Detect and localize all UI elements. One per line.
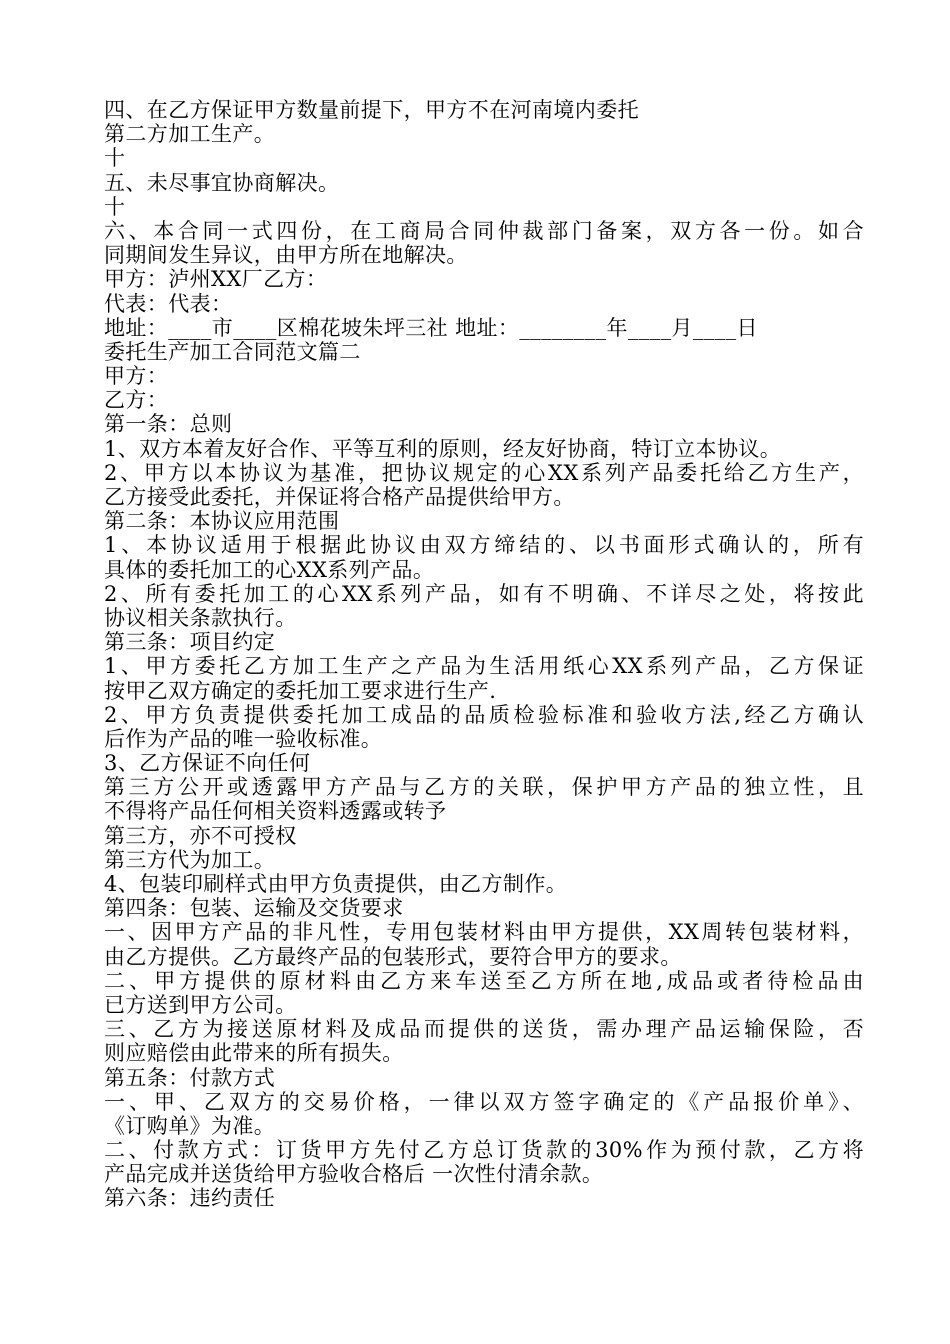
- document-line: 第二方加工生产。: [104, 122, 276, 147]
- document-line: 第六条：违约责任: [104, 1186, 276, 1211]
- document-line: 第三方，亦不可授权: [104, 823, 297, 848]
- document-line: 第二条：本协议应用范围: [104, 509, 340, 534]
- document-line: 第五条：付款方式: [104, 1065, 276, 1090]
- document-line: 1、双方本着友好合作、平等互利的原则，经友好协商，特订立本协议。: [104, 436, 782, 461]
- document-line: 十: [104, 146, 126, 171]
- document-line: 按甲乙双方确定的委托加工要求进行生产.: [104, 678, 497, 703]
- document-line: 具体的委托加工的心XX系列产品。: [104, 557, 435, 582]
- document-line: 第三条：项目约定: [104, 630, 276, 655]
- document-line: 第三方代为加工。: [104, 847, 276, 872]
- document-line: 代表：代表：: [104, 291, 233, 316]
- document-line: 乙方接受此委托，并保证将合格产品提供给甲方。: [104, 485, 575, 509]
- document-line: 《订购单》为准。: [104, 1113, 276, 1138]
- document-line: 后作为产品的唯一验收标准。: [104, 726, 383, 751]
- document-line: 二、甲方提供的原材料由乙方来车送至乙方所在地,成品或者待检品由: [104, 968, 864, 993]
- document-line: 一、甲、乙双方的交易价格，一律以双方签字确定的《产品报价单》、: [104, 1089, 864, 1114]
- document-line: 第四条：包装、运输及交货要求: [104, 896, 404, 921]
- document-line: 由乙方提供。乙方最终产品的包装形式，要符合甲方的要求。: [104, 944, 682, 969]
- document-line: 地址：____市____区棉花坡朱坪三社 地址：________年____月____日: [104, 315, 758, 340]
- document-line: 第三方公开或透露甲方产品与乙方的关联，保护甲方产品的独立性，且: [104, 775, 864, 800]
- document-line: 二、付款方式：订货甲方先付乙方总订货款的30%作为预付款，乙方将: [104, 1138, 864, 1163]
- document-line: 六、本合同一式四份，在工商局合同仲裁部门备案，双方各一份。如合: [104, 218, 864, 243]
- document-line: 同期间发生异议，由甲方所在地解决。: [104, 243, 468, 268]
- document-line: 2、甲方负责提供委托加工成品的品质检验标准和验收方法,经乙方确认: [104, 702, 864, 727]
- contract-document: [104, 98, 864, 1211]
- document-line: 2、甲方以本协议为基准，把协议规定的心XX系列产品委托给乙方生产，: [104, 460, 864, 485]
- document-line: 1、甲方委托乙方加工生产之产品为生活用纸心XX系列产品，乙方保证: [104, 654, 864, 679]
- document-line: 3、乙方保证不向任何: [104, 751, 311, 776]
- document-line: 协议相关条款执行。: [104, 605, 297, 630]
- document-line: 甲方：泸州XX厂乙方：: [104, 267, 328, 292]
- document-line: 则应赔偿由此带来的所有损失。: [104, 1041, 404, 1066]
- document-line: 一、因甲方产品的非凡性，专用包装材料由甲方提供，XX周转包装材料，: [104, 920, 864, 945]
- document-line: 甲方：: [104, 364, 169, 389]
- document-line: 产品完成并送货给甲方验收合格后 一次性付清余款。: [104, 1162, 604, 1187]
- document-line: 1、本协议适用于根据此协议由双方缔结的、以书面形式确认的，所有: [104, 533, 864, 558]
- document-line: 三、乙方为接送原材料及成品而提供的送货，需办理产品运输保险，否: [104, 1017, 864, 1042]
- document-line: 已方送到甲方公司。: [104, 992, 297, 1017]
- document-line: 2、所有委托加工的心XX系列产品，如有不明确、不详尽之处，将按此: [104, 581, 864, 606]
- document-line: 4、包装印刷样式由甲方负责提供，由乙方制作。: [104, 872, 568, 896]
- document-line: 乙方：: [104, 388, 169, 413]
- document-line: 委托生产加工合同范文篇二: [104, 339, 361, 364]
- document-line: 四、在乙方保证甲方数量前提下，甲方不在河南境内委托: [104, 98, 639, 122]
- document-line: 不得将产品任何相关资料透露或转予: [104, 799, 447, 824]
- document-line: 第一条：总则: [104, 412, 233, 437]
- document-line: 五、未尽事宜协商解决。: [104, 170, 340, 195]
- document-line: 十: [104, 194, 126, 219]
